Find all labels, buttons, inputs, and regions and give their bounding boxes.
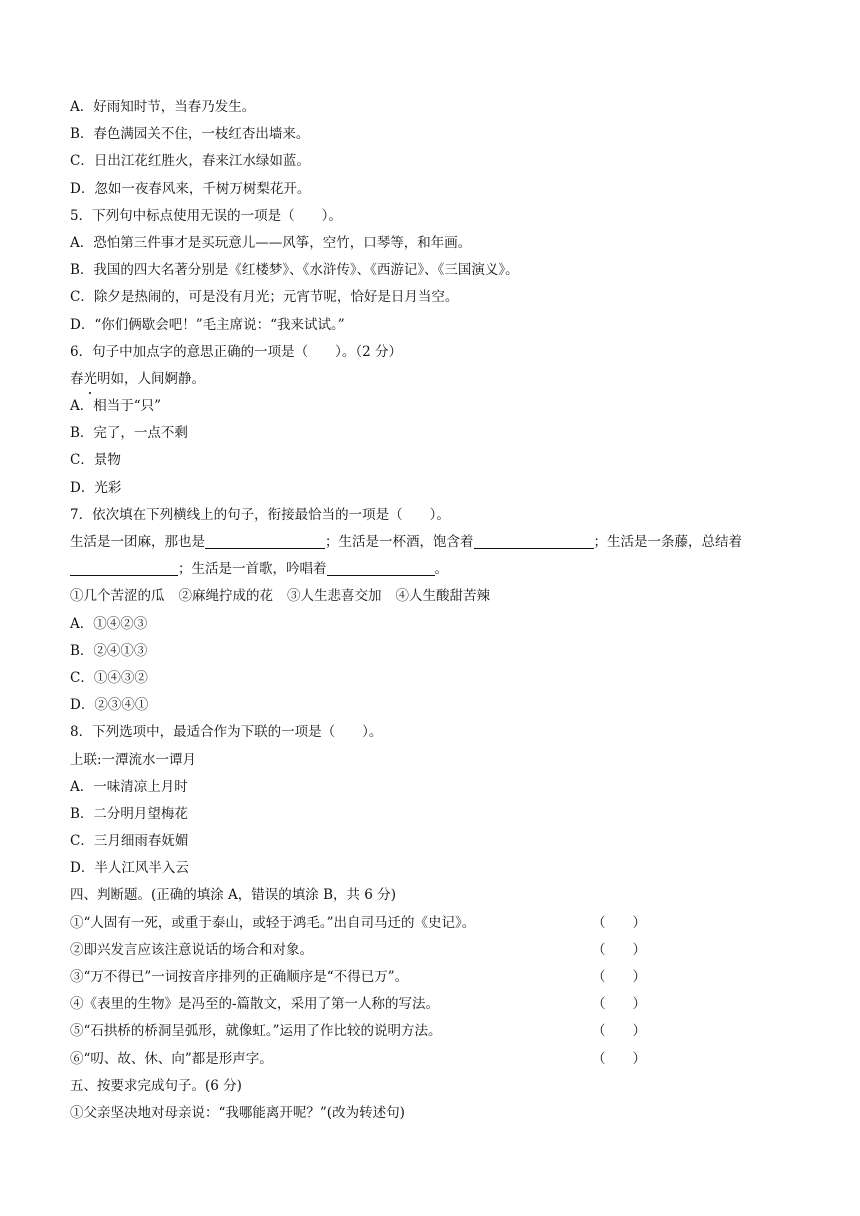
q6-sentence-rest: 明如，人间婀静。 (97, 370, 205, 387)
q4-option-b: B．春色满园关不住，一枝红杏出墙来。 (70, 126, 310, 143)
q4-option-c: C．日出江花红胜火，春来江水绿如蓝。 (70, 153, 310, 170)
q7-passage-line2 (70, 556, 795, 583)
answer-parentheses: （ ） (592, 1050, 646, 1067)
q4-option-a: A．好雨知时节，当春乃发生。 (70, 99, 256, 115)
q6-option-a: A．相当于“只” (70, 398, 162, 415)
q8-option-c: C．三月细雨春妩媚 (70, 833, 189, 850)
q5-stem: 5．下列句中标点使用无误的一项是（ ）。 (70, 207, 342, 224)
q7-text-1: 生活是一团麻，那也是 (70, 534, 205, 550)
q8-option-b: B．二分明月望梅花 (70, 805, 188, 822)
q8-option-d: D．半人江风半入云 (70, 860, 189, 877)
judge-item-3 (70, 964, 795, 991)
answer-parentheses: （ ） (592, 941, 646, 958)
q7-choices (70, 583, 795, 610)
q6-stem: 6．句子中加点字的意思正确的一项是（ ）。（2 分） (70, 343, 402, 360)
judge-item-text: ③“万不得已”一词按音序排列的正确顺序是“不得已万”。 (70, 969, 409, 985)
q7-text-5: 。 (434, 561, 448, 578)
judge-item-text: ①“人固有一死，或重于泰山，或轻于鸿毛。”出自司马迁的《史记》。 (70, 914, 476, 931)
q5-option-b: B．我国的四大名著分别是《红楼梦》、《水浒传》、《西游记》、《三国演义》。 (70, 262, 519, 279)
q6-dotted-char: 光 (84, 366, 98, 393)
q6-option-b: B．完了，一点不剩 (70, 425, 188, 442)
judge-item-text: ④《表里的生物》是冯至的-篇散文，采用了第一人称的写法。 (70, 996, 440, 1013)
q8-stem: 8．下列选项中，最适合作为下联的一项是（ ）。 (70, 724, 383, 741)
q5-option-d: D．“你们俩歇会吧！”毛主席说：“我来试试。” (70, 316, 345, 333)
judge-item-text: ⑥“叨、故、休、向”都是形声字。 (70, 1050, 273, 1067)
q7-stem: 7．依次填在下列横线上的句子，衔接最恰当的一项是（ ）。 (70, 506, 450, 523)
judge-item-text: ⑤“石拱桥的桥洞呈弧形，就像虹。”运用了作比较的说明方法。 (70, 1023, 442, 1040)
q8-couplet: 上联:一潭流水一谭月 (70, 751, 197, 768)
judge-item-1 (70, 910, 795, 937)
q7-option-a: A．①④②③ (70, 615, 148, 632)
q7-text-3: ；生活是一条藤，总结着 (593, 534, 742, 550)
q6-option-d: D．光彩 (70, 479, 122, 496)
judge-item-2 (70, 937, 795, 964)
q7-option-b: B．②④①③ (70, 642, 148, 659)
q7-option-d: D．②③④① (70, 697, 149, 714)
q7-text-2: ；生活是一杯酒，饱含着 (325, 534, 474, 550)
answer-parentheses: （ ） (592, 969, 646, 985)
q7-blank-1 (205, 534, 325, 549)
q7-blank-4 (327, 561, 435, 576)
answer-parentheses: （ ） (592, 1023, 646, 1040)
judge-item-4 (70, 991, 795, 1018)
q7-option-c: C．①④③② (70, 669, 148, 686)
exam-page (70, 94, 795, 1127)
q7-blank-2 (474, 534, 594, 549)
q4-option-d: D．忽如一夜春风来，千树万树梨花开。 (70, 180, 311, 197)
answer-parentheses: （ ） (592, 996, 646, 1013)
judge-item-5 (70, 1018, 795, 1045)
section5-heading: 五、按要求完成句子。(6 分) (70, 1077, 242, 1094)
q7-choice-1: ①几个苦涩的瓜 (70, 588, 165, 605)
q5-option-a: A．恐怕第三件事才是买玩意儿——风筝，空竹，口琴等，和年画。 (70, 234, 472, 251)
judge-item-text: ②即兴发言应该注意说话的场合和对象。 (70, 941, 313, 958)
q6-sentence-first: 春 (70, 370, 84, 387)
q5-option-c: C．除夕是热闹的，可是没有月光；元宵节呢，恰好是日月当空。 (70, 289, 459, 306)
answer-parentheses: （ ） (592, 914, 646, 931)
judge-item-6 (70, 1046, 795, 1073)
q6-option-c: C．景物 (70, 452, 121, 469)
q7-blank-3 (70, 561, 178, 576)
section5-item-1: ①父亲坚决地对母亲说：“我哪能离开呢？”(改为转述句) (70, 1104, 405, 1121)
q7-choice-2: ②麻绳拧成的花 (178, 588, 273, 605)
q8-option-a: A．一味清凉上月时 (70, 778, 188, 795)
q6-sentence (70, 366, 795, 393)
q7-choice-4: ④人生酸甜苦辣 (395, 588, 490, 605)
q7-text-4: ；生活是一首歌，吟唱着 (178, 561, 327, 578)
section4-heading: 四、判断题。(正确的填涂 A，错误的填涂 B，共 6 分) (70, 887, 396, 904)
q7-passage-line1 (70, 529, 795, 556)
q7-choice-3: ③人生悲喜交加 (287, 588, 382, 605)
